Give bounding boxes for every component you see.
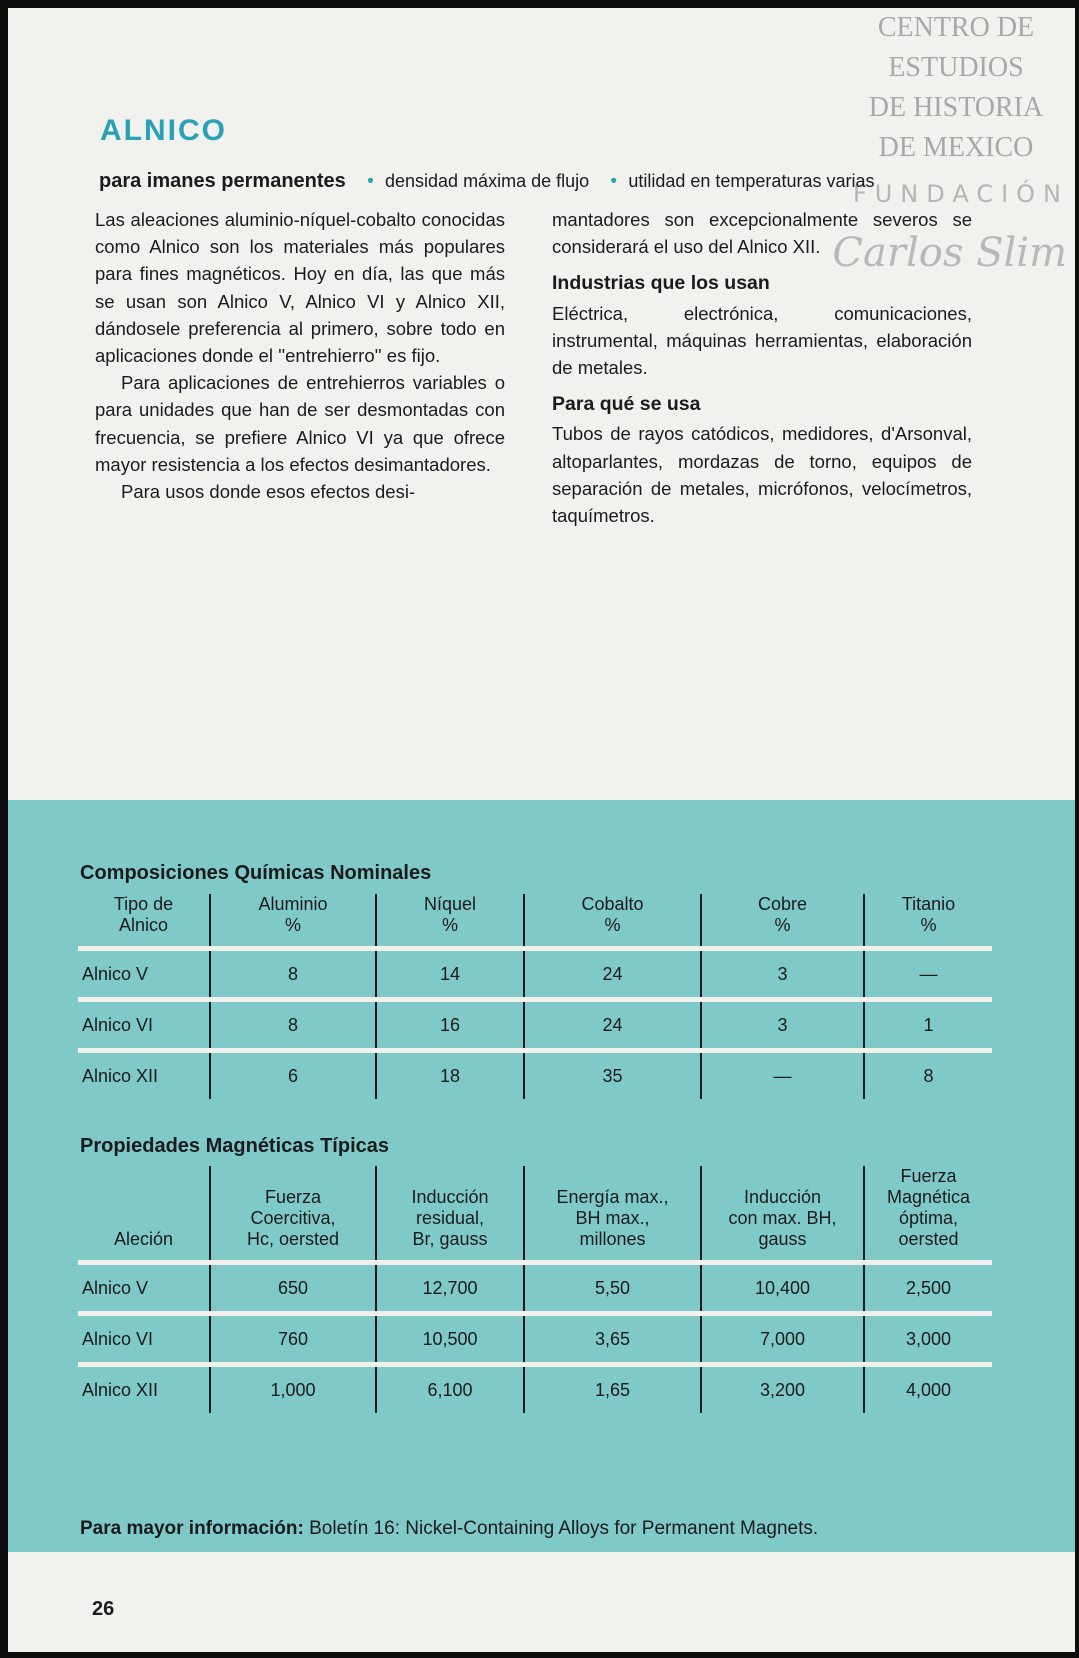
table-cell: 24	[524, 949, 701, 1000]
section-heading-uses: Para qué se usa	[552, 393, 701, 416]
table-row	[78, 1314, 992, 1365]
paragraph: Para usos donde esos efectos desi-	[121, 481, 416, 503]
column-header: Fuerza Coercitiva, Hc, oersted	[210, 1166, 376, 1263]
table-row	[78, 1000, 992, 1051]
table-cell: —	[864, 949, 992, 1000]
watermark-stamp	[851, 8, 1061, 168]
table-header-row	[78, 1166, 992, 1263]
table-row	[78, 1051, 992, 1100]
paragraph: Para aplicaciones de entrehierros variables o para unidades que han de ser desmontadas con frecuencia, se prefiere Alnico VI ya que ofrece mayor resistencia a los efectos desimantadores.	[95, 372, 505, 475]
column-header: Níquel %	[376, 894, 524, 949]
subtitle-line	[99, 170, 874, 193]
table-cell: 10,400	[701, 1263, 864, 1314]
table-row	[78, 1365, 992, 1414]
column-header: Tipo de Alnico	[78, 894, 210, 949]
table-cell: 10,500	[376, 1314, 524, 1365]
body-column-right	[552, 206, 972, 529]
body-column-left	[95, 206, 505, 505]
table-cell: 8	[864, 1051, 992, 1100]
table-cell: 4,000	[864, 1365, 992, 1414]
table-cell: 24	[524, 1000, 701, 1051]
table-cell: 3	[701, 949, 864, 1000]
watermark-fundacion: FUNDACIÓN	[852, 180, 1069, 208]
table-cell: 6	[210, 1051, 376, 1100]
table-header-row	[78, 894, 992, 949]
magnetic-table-title: Propiedades Magnéticas Típicas	[80, 1135, 389, 1157]
table-cell: Alnico XII	[82, 1065, 159, 1086]
feature-text: densidad máxima de flujo	[385, 171, 590, 191]
table-cell: Alnico VI	[78, 1314, 210, 1365]
column-header: Titanio %	[864, 894, 992, 949]
table-cell: 6,100	[376, 1365, 524, 1414]
table-cell: Alnico V	[78, 1263, 210, 1314]
table-cell: 1	[864, 1000, 992, 1051]
table-cell: 14	[376, 949, 524, 1000]
magnetic-table	[78, 1166, 992, 1413]
feature-text: utilidad en temperaturas varias	[628, 171, 875, 191]
table-cell: 760	[210, 1314, 376, 1365]
table-row	[78, 949, 992, 1000]
table-cell: 2,500	[864, 1263, 992, 1314]
paragraph: mantadores son excepcionalmente severos se considerará el uso del Alnico XII.	[552, 209, 972, 258]
table-cell: 5,50	[524, 1263, 701, 1314]
table-cell: 18	[376, 1051, 524, 1100]
table-cell: 7,000	[701, 1314, 864, 1365]
bullet-icon: •	[610, 171, 618, 192]
column-header: Energía max., BH max., millones	[524, 1166, 701, 1263]
table-cell: —	[701, 1051, 864, 1100]
column-header: Aleción	[78, 1166, 210, 1263]
table-cell: 12,700	[376, 1263, 524, 1314]
composition-table-title: Composiciones Químicas Nominales	[80, 862, 432, 884]
table-cell: 3	[701, 1000, 864, 1051]
table-cell: 650	[210, 1263, 376, 1314]
table-row	[78, 1263, 992, 1314]
watermark-signature: Carlos Slim	[832, 230, 1067, 276]
composition-table	[78, 894, 992, 1099]
watermark-line: ESTUDIOS	[888, 52, 1024, 83]
bullet-icon: •	[367, 171, 374, 192]
table-cell: 1,000	[210, 1365, 376, 1414]
watermark-line: DE MEXICO	[878, 132, 1034, 163]
watermark-line: DE HISTORIA	[868, 92, 1044, 123]
table-cell: 35	[524, 1051, 701, 1100]
column-header: Aluminio %	[210, 894, 376, 949]
more-info-line	[80, 1518, 818, 1540]
subtitle-main: para imanes permanentes	[99, 170, 346, 192]
table-cell: 8	[210, 949, 376, 1000]
table-cell: Alnico XII	[82, 1379, 159, 1400]
table-cell: 8	[210, 1000, 376, 1051]
table-cell: 3,65	[524, 1314, 701, 1365]
paragraph: Las aleaciones aluminio-níquel-cobalto conocidas como Alnico son los materiales más populares para fines magnéticos. Hoy en día, las que más se usan son Alnico V, Alnico VI y Alnico XII, dándosele preferencia al primero, sobre todo en aplicaciones donde el ''entrehierro'' es fijo.	[95, 209, 505, 367]
watermark-line: CENTRO DE	[877, 12, 1035, 43]
more-info-label: Para mayor información:	[80, 1518, 304, 1539]
page-title: ALNICO	[100, 114, 227, 147]
table-cell: 3,200	[701, 1365, 864, 1414]
column-header: Inducción residual, Br, gauss	[376, 1166, 524, 1263]
table-cell: Alnico VI	[78, 1000, 210, 1051]
page-number: 26	[92, 1598, 115, 1620]
more-info-text: Boletín 16: Nickel-Containing Alloys for Permanent Magnets.	[309, 1518, 819, 1539]
column-header: Cobre %	[701, 894, 864, 949]
table-cell: 1,65	[524, 1365, 701, 1414]
paragraph: Eléctrica, electrónica, comunicaciones, instrumental, máquinas herramientas, elaboración de metales.	[552, 302, 972, 379]
column-header: Inducción con max. BH, gauss	[701, 1166, 864, 1263]
column-header: Fuerza Magnética óptima, oersted	[864, 1166, 992, 1263]
section-heading-industries: Industrias que los usan	[552, 272, 770, 295]
column-header: Cobalto %	[524, 894, 701, 949]
table-cell: 16	[376, 1000, 524, 1051]
paragraph: Tubos de rayos catódicos, medidores, d'Arsonval, altoparlantes, mordazas de torno, equipos de separación de metales, micrófonos, velocímetros, taquímetros.	[552, 423, 972, 527]
table-cell: 3,000	[864, 1314, 992, 1365]
document-page	[8, 8, 1075, 1652]
table-cell: Alnico V	[78, 949, 210, 1000]
